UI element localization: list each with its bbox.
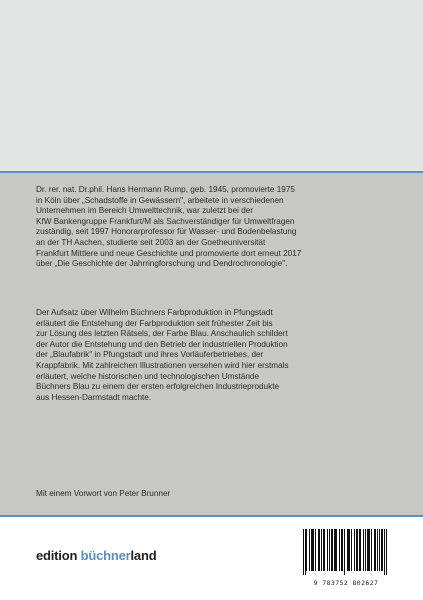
- barcode-bar: [379, 529, 380, 571]
- top-band: [0, 0, 423, 171]
- book-abstract: Der Aufsatz über Wilhelm Büchners Farbproduktion in Pfungstadt erläutert die Entstehung der Farbproduktion seit frühester Zeit bis zur Lösung des letzten Rätsels, der Farbe Blau. Anschaulich schildert der Autor die Entstehung und den Betrieb der industriellen Produktion der „Blaufabrik" in Pfungstadt und ihres Vorläuferbetriebes, der Krappfabrik. Mit zahlreichen Illustrationen versehen wird hier erstmals erläutert, welche historischen und technologischen Umstände Büchners Blau zu einem der ersten erfolgreichen Industrieprodukte aus Hessen-Darmstadt machte.: [36, 308, 289, 402]
- author-bio: Dr. rer. nat. Dr.phil. Hans Hermann Rump, geb. 1945, promovierte 1975 in Köln über „Schadstoffe in Gewässern", arbeitete in verschiedenen Unternehmen im Bereich Umwelttechnik, war zuletzt bei der KfW Bankengruppe Frankfurt/M als Sachverständiger für Umweltfragen zuständig, seit 1997 Honorarprofessor für Wasser- und Bodenbelastung an der TH Aachen, studierte seit 2003 an der Goetheuniversität Frankfurt Mittlere und neue Geschichte und promovierte dort erneut 2017 über „Die Geschichte der Jahrringforschung und Dendrochronologie".: [36, 185, 302, 269]
- text-panel: [0, 171, 423, 517]
- barcode-bar: [347, 529, 348, 571]
- logo-text-edition: edition: [36, 548, 81, 563]
- barcode-bar: [321, 529, 322, 571]
- barcode-bar: [360, 529, 361, 571]
- barcode-bar: [336, 529, 337, 571]
- barcode-bar: [348, 529, 349, 571]
- barcode-bar: [305, 529, 306, 575]
- barcode-bar: [367, 529, 368, 571]
- barcode-bar: [313, 529, 314, 571]
- barcode-bar: [329, 529, 330, 571]
- barcode-bar: [315, 529, 316, 571]
- barcode-bar: [344, 529, 345, 575]
- barcode-bar: [319, 529, 320, 571]
- barcode-bar: [363, 529, 364, 571]
- barcode-bar: [356, 529, 357, 571]
- barcode-bar: [331, 529, 332, 571]
- foreword-note: Mit einem Vorwort von Peter Brunner: [36, 489, 171, 498]
- barcode-bar: [306, 529, 307, 571]
- barcode-bar: [351, 529, 352, 571]
- barcode-bar: [381, 529, 382, 571]
- barcode-bar: [357, 529, 358, 571]
- barcode-bar: [334, 529, 335, 571]
- barcode-bar: [375, 529, 376, 571]
- barcode-bar: [354, 529, 355, 571]
- barcode-bar: [303, 529, 304, 575]
- barcode-bar: [341, 529, 342, 571]
- barcode-bar: [384, 529, 385, 575]
- barcode-bar: [368, 529, 369, 571]
- logo-text-buechner: büchner: [80, 548, 131, 563]
- barcode-bar: [377, 529, 378, 571]
- barcode-bar: [359, 529, 360, 571]
- barcode-bar: [342, 529, 343, 571]
- barcode-bar: [324, 529, 325, 571]
- barcode-bar: [349, 529, 350, 571]
- barcode-bar: [371, 529, 372, 571]
- barcode-bar: [327, 529, 328, 571]
- barcode-icon: [302, 529, 390, 577]
- barcode-bar: [339, 529, 340, 571]
- publisher-logo: [36, 548, 156, 563]
- barcode-bar: [311, 529, 312, 571]
- isbn-barcode: [302, 529, 390, 587]
- logo-text-land: land: [130, 548, 157, 563]
- barcode-bar: [369, 529, 370, 571]
- barcode-bar: [332, 529, 333, 571]
- barcode-bar: [335, 529, 336, 571]
- barcode-bar: [312, 529, 313, 571]
- footer: [0, 517, 423, 600]
- barcode-bar: [374, 529, 375, 571]
- barcode-bar: [386, 529, 387, 575]
- barcode-bar: [309, 529, 310, 571]
- barcode-bar: [318, 529, 319, 571]
- isbn-digits: 9 783752 802627: [313, 579, 379, 587]
- barcode-bar: [382, 529, 383, 571]
- barcode-bar: [365, 529, 366, 571]
- barcode-bar: [323, 529, 324, 571]
